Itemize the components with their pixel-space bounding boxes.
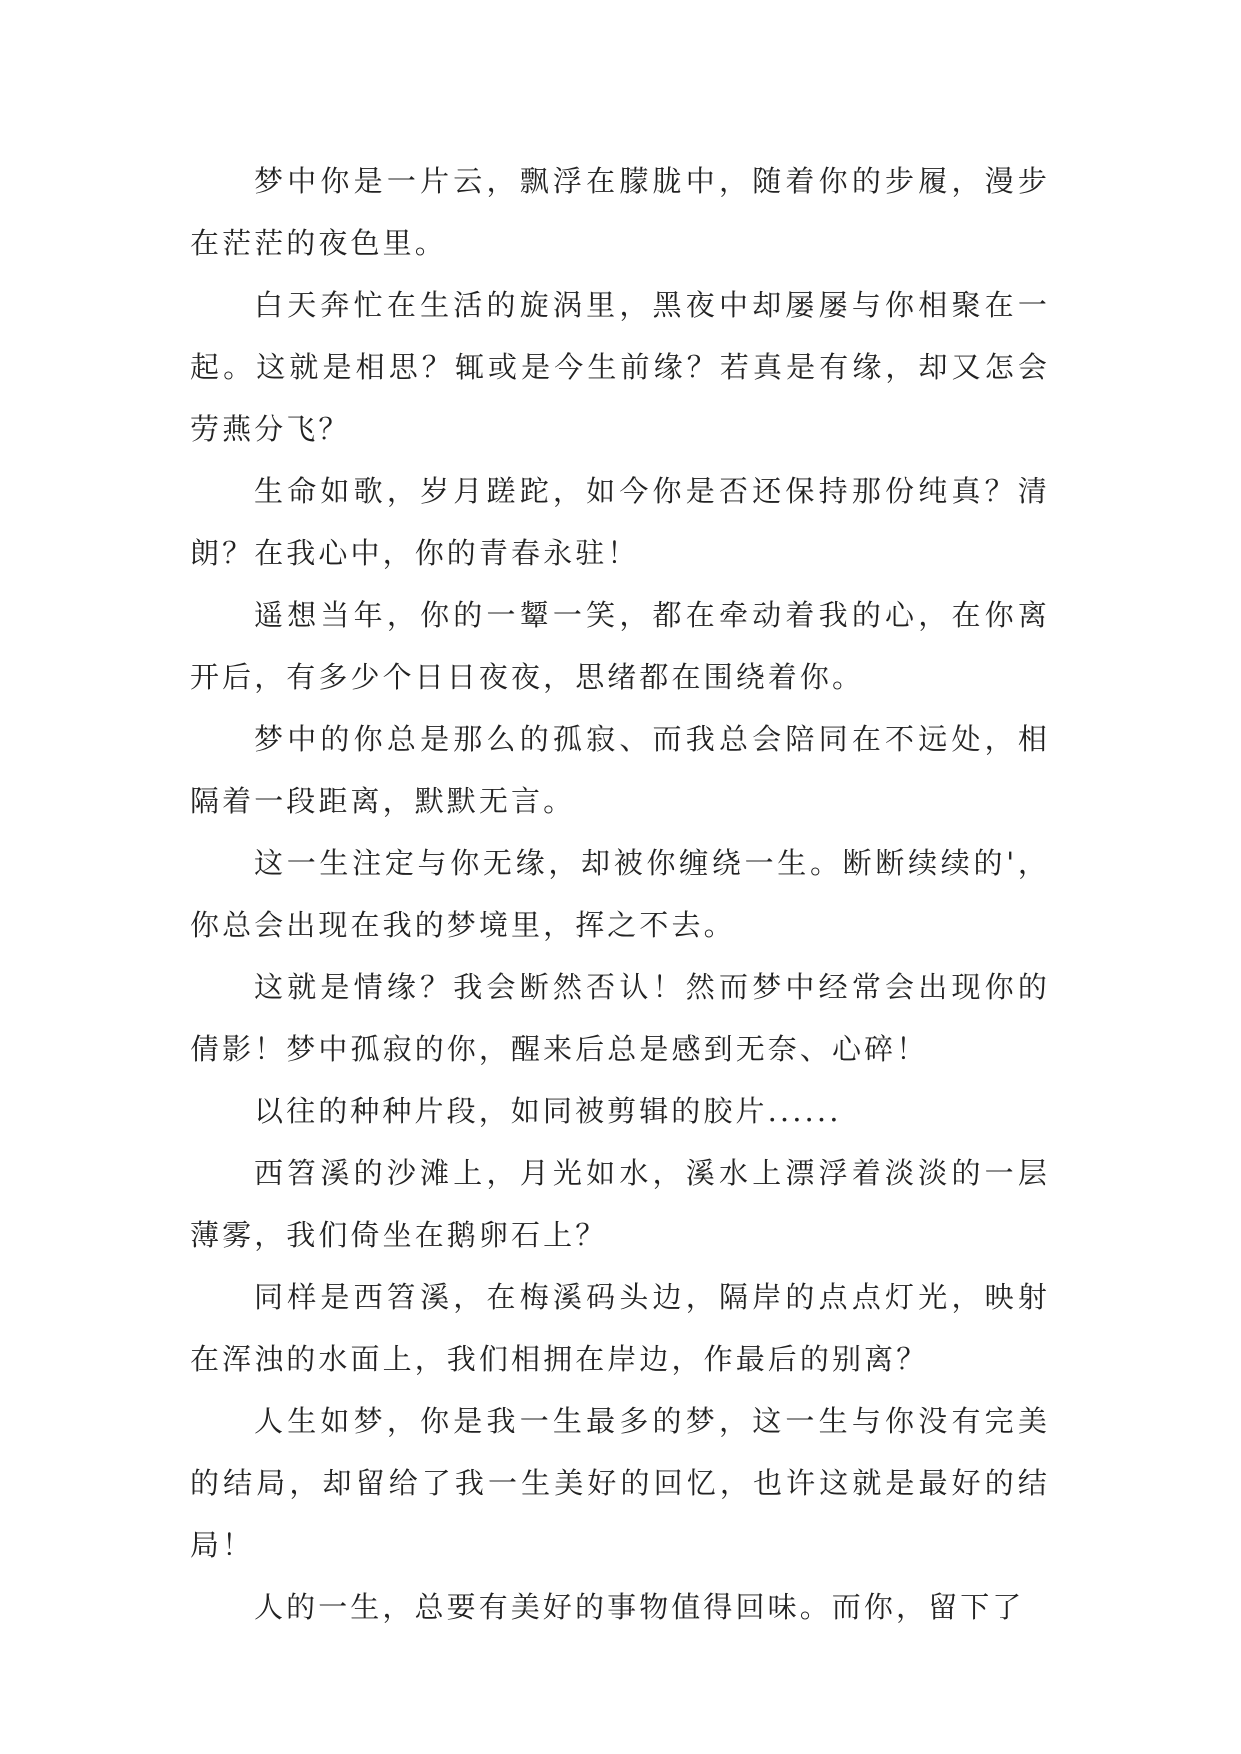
paragraph-11: 人生如梦，你是我一生最多的梦，这一生与你没有完美的结局，却留给了我一生美好的回忆，也许这就是最好的结局！	[190, 1404, 1050, 1562]
paragraph-7: 这就是情缘？我会断然否认！然而梦中经常会出现你的倩影！梦中孤寂的你，醒来后总是感到无奈、心碎！	[190, 970, 1050, 1066]
paragraph-5: 梦中的你总是那么的孤寂、而我总会陪同在不远处，相隔着一段距离，默默无言。	[190, 722, 1050, 818]
document-page	[190, 150, 1050, 1638]
paragraph-8: 以往的种种片段，如同被剪辑的胶片......	[254, 1094, 842, 1128]
paragraph-4: 遥想当年，你的一颦一笑，都在牵动着我的心，在你离开后，有多少个日日夜夜，思绪都在围绕着你。	[190, 598, 1050, 694]
paragraph-9: 西笤溪的沙滩上，月光如水，溪水上漂浮着淡淡的一层薄雾，我们倚坐在鹅卵石上？	[190, 1156, 1050, 1252]
paragraph-6: 这一生注定与你无缘，却被你缠绕一生。断断续续的'，你总会出现在我的梦境里，挥之不去。	[190, 846, 1050, 942]
paragraph-2: 白天奔忙在生活的旋涡里，黑夜中却屡屡与你相聚在一起。这就是相思？辄或是今生前缘？若真是有缘，却又怎会劳燕分飞？	[190, 288, 1050, 446]
paragraph-12: 人的一生，总要有美好的事物值得回味。而你，留下了	[254, 1590, 1025, 1624]
paragraph-10: 同样是西笤溪，在梅溪码头边，隔岸的点点灯光，映射在浑浊的水面上，我们相拥在岸边，作最后的别离？	[190, 1280, 1050, 1376]
paragraph-1: 梦中你是一片云，飘浮在朦胧中，随着你的步履，漫步在茫茫的夜色里。	[190, 164, 1050, 260]
paragraph-3: 生命如歌，岁月蹉跎，如今你是否还保持那份纯真？清朗？在我心中，你的青春永驻！	[190, 474, 1050, 570]
